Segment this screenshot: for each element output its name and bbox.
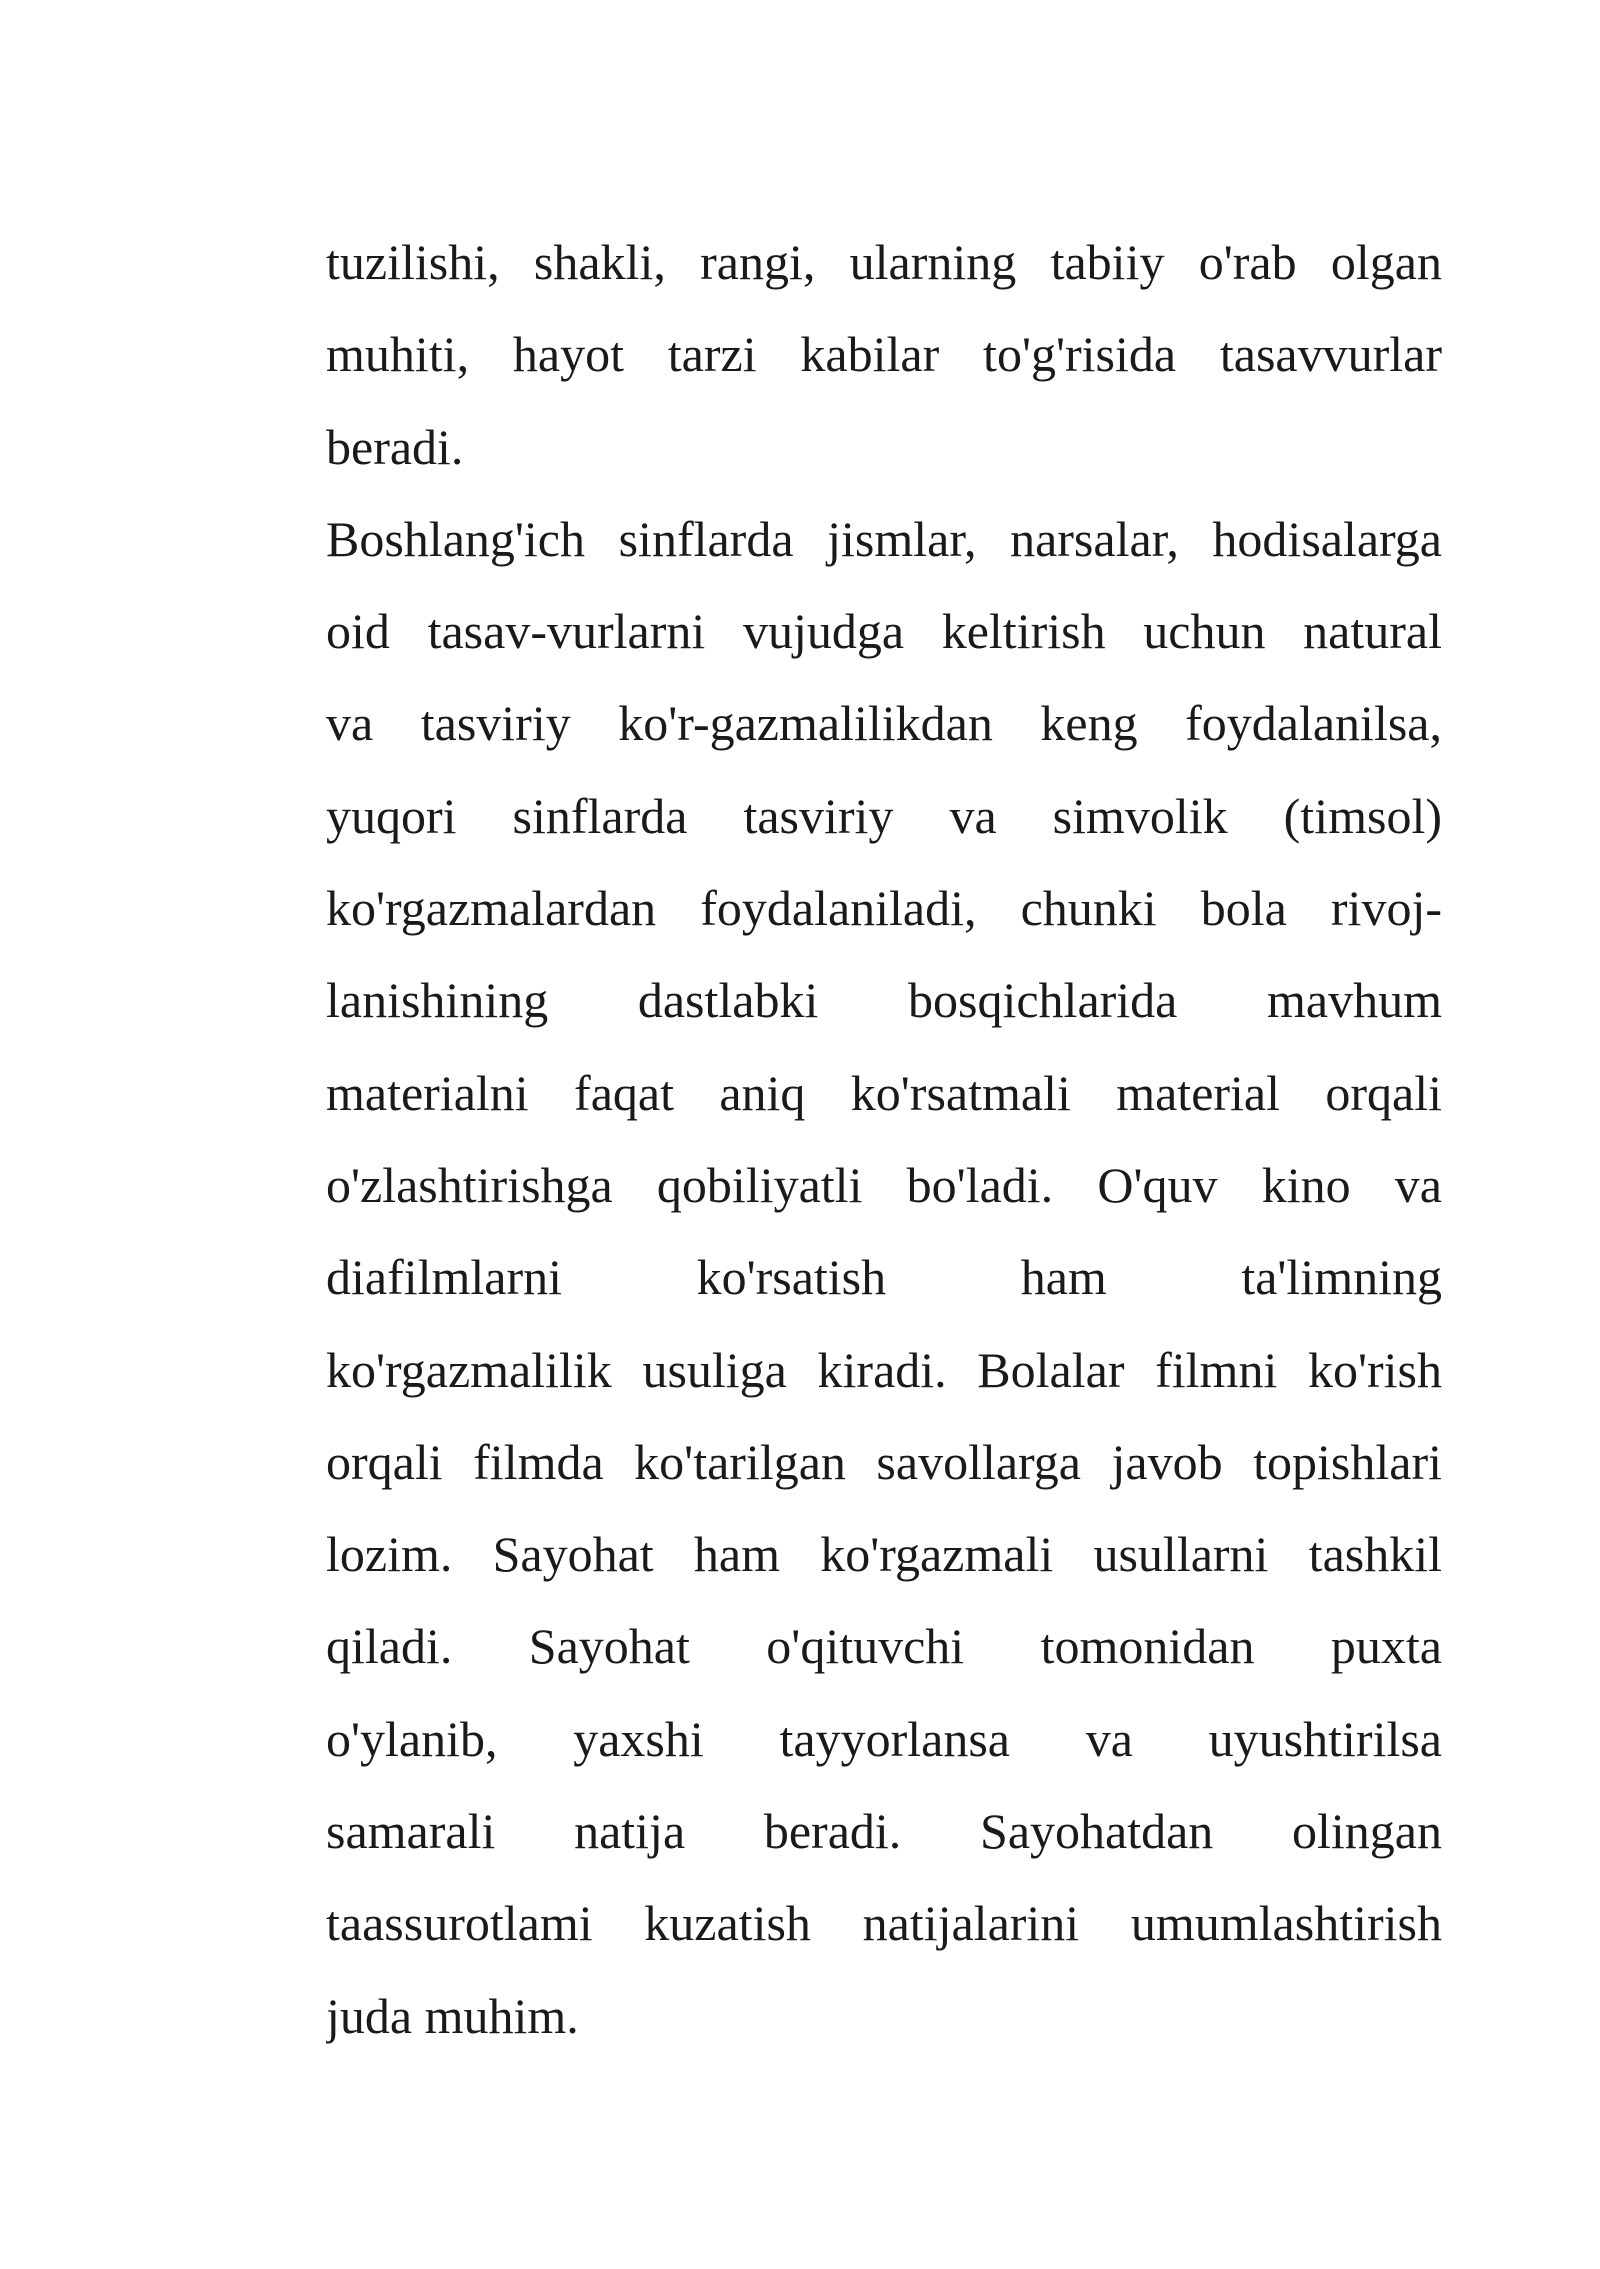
text-line: taassurotlami kuzatish natijalarini umumlashtirish — [326, 1895, 1442, 1952]
text-line: oid tasav-vurlarni vujudga keltirish uchun natural — [326, 603, 1442, 660]
text-line: lanishining dastlabki bosqichlarida mavhum — [326, 972, 1442, 1029]
text-line: materialni faqat aniq ko'rsatmali material orqali — [326, 1064, 1442, 1121]
text-line: o'zlashtirishga qobiliyatli bo'ladi. O'quv kino va — [326, 1156, 1442, 1213]
paragraph-2 — [326, 493, 1442, 2062]
text-line: samarali natija beradi. Sayohatdan olingan — [326, 1803, 1442, 1860]
text-line: va tasviriy ko'r-gazmalilikdan keng foydalanilsa, — [326, 695, 1442, 752]
text-line: juda muhim. — [326, 1987, 579, 2044]
text-line: ko'rgazmalardan foydalaniladi, chunki bola rivoj- — [326, 880, 1442, 937]
body-text — [326, 216, 1442, 2062]
text-line: muhiti, hayot tarzi kabilar to'g'risida tasavvurlar — [326, 326, 1442, 383]
text-line: o'ylanib, yaxshi tayyorlansa va uyushtirilsa — [326, 1710, 1442, 1767]
text-line: diafilmlarni ko'rsatish ham ta'limning — [326, 1249, 1442, 1306]
text-line: lozim. Sayohat ham ko'rgazmali usullarni tashkil — [326, 1526, 1442, 1583]
text-line: yuqori sinflarda tasviriy va simvolik (timsol) — [326, 787, 1442, 844]
paragraph-1 — [326, 216, 1442, 493]
text-line: beradi. — [326, 418, 464, 475]
text-line: Boshlang'ich sinflarda jismlar, narsalar, hodisalarga — [326, 510, 1442, 567]
text-line: ko'rgazmalilik usuliga kiradi. Bolalar filmni ko'rish — [326, 1341, 1442, 1398]
text-line: tuzilishi, shakli, rangi, ularning tabiiy o'rab olgan — [326, 234, 1442, 290]
text-line: qiladi. Sayohat o'qituvchi tomonidan puxta — [326, 1618, 1442, 1675]
text-line: orqali filmda ko'tarilgan savollarga javob topishlari — [326, 1433, 1442, 1490]
